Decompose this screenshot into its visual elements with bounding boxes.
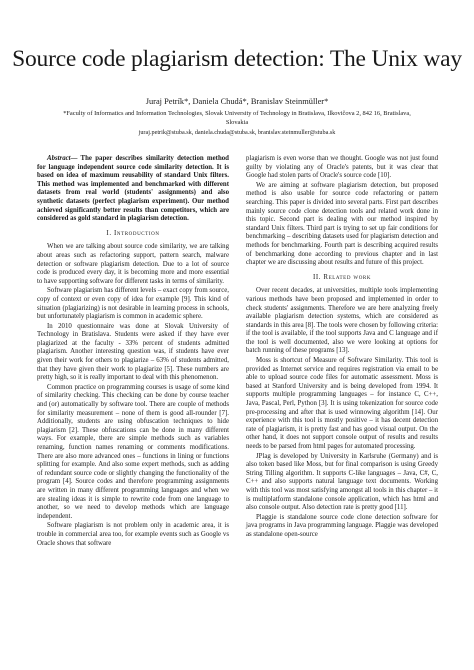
paragraph: Common practice on programming courses is usage of some kind of similarity checking. This checking can be done by course teacher and (or) automatically by software tool. There are couple of methods for similarity measurement – none of them is good all-rounder [7]. Additionally, students are using obfuscation techniques to hide plagiarism [2]. These obfuscations can be done in many different ways. For example, there are simple methods such as variables renaming, function names renaming or comments modifications. There are also more advanced ones – functions in lining or functions splitting for example. And also some expert methods, such as adding of redundant source code or slightly changing the functionality of the program [4]. Source codes and therefore programming assignments are written in many different programming languages and when we are stealing ideas it is simple to rewrite code from one language to another, so we need to develop methods which are language independent. xyxy=(37,383,229,520)
author-list: Juraj Petrík*, Daniela Chudá*, Branislav Steinmüller* xyxy=(145,97,329,106)
paragraph: Moss is shortcut of Measure of Software Similarity. This tool is provided as Internet service and requires registration via email to be able to upload source code files for automatic assessment. Moss is based at Stanford University and is being developed from 1994. It supports multiple programming languages – for instance C, C++, Java, Pascal, Perl, Python [3]. It is using tokenization for source code pre-processing and after that is used winnowing algorithm [14]. Our experience with this tool is mostly positive – it has decent detection rate of plagiarism, it is pretty fast and has good visual output. On the other hand, it does not support console output of results and results needs to be parsed from html pages for automated processing. xyxy=(246,357,438,450)
paragraph: JPlag is developed by University in Karlsruhe (Germany) and is also token based like Moss, but for final comparison is using Greedy String Tilling algorithm. It supports C-like languages – Java, C#, C, C++ and also supports natural language text documents. Working with this tool was most satisfying amongst all tools in this chapter – it is multiplatform standalone console application, which has html and also console output. Also detection rate is pretty good [11]. xyxy=(246,452,438,512)
section-heading-introduction: I. Introduction xyxy=(106,229,160,237)
left-column xyxy=(37,155,229,548)
paragraph: plagiarism is even worse than we thought. Google was not just found guilty by violating any of Oracle's patents, but it was clear that Google had stolen parts of Oracle's source code [10]. xyxy=(246,155,438,180)
paragraph: Plaggie is standalone source code clone detection software for java programs in Java programming language. Plaggie was developed as standalone open-source xyxy=(246,513,438,538)
section-heading-related-work: II. Related work xyxy=(312,273,372,281)
abstract-text: The paper describes similarity detection method for language independent source code similarity detection. It is based on idea of maximum reusability of standard Unix filters. This method was implemented and benchmarked with different datasets from real world (students' assignments) and also synthetic datasets (perfect plagiarism experiment). Our method achieved significantly better results than competitors, which are considered as gold standard in plagiarism detection. xyxy=(37,155,229,223)
affiliation: *Faculty of Informatics and Information Technologies, Slovak University of Technology in Bratislava, Ilkovičova 2, 842 16, Bratislava, Slovakia xyxy=(63,110,411,126)
paragraph: Over recent decades, at universities, multiple tools implementing various methods have been proposed and implemented in order to check students' assignments. Therefore we are here analyzing freely available plagiarism detection systems, which are considered as standards in this area [8]. The tools were chosen by following criteria: if the tool is available, if the tool supports Java and C language and if the tool is well documented, also we were looking at options for batch running of these programs [13]. xyxy=(246,287,438,355)
right-column xyxy=(246,155,438,540)
paragraph: We are aiming at software plagiarism detection, but proposed method is also usable for source code refactoring or pattern searching. This paper is divided into several parts. First part describes mainly source code clone detection tools and related work done in this topic. Second part is dealing with our method inspired by standard Unix filters. Third part is trying to set up fair conditions for benchmarking – describing datasets used for plagiarism detection and methods for benchmarking. Fourth part is describing acquired results of benchmarking done according to previous chapter and in last chapter we are discussing about results and future of this project. xyxy=(246,181,438,267)
abstract-label: Abstract— xyxy=(47,155,78,162)
paper-title: Source code plagiarism detection: The Unix way xyxy=(12,46,462,72)
abstract xyxy=(37,155,229,224)
paragraph: Software plagiarism has different levels – exact copy from source, copy of context or even copy of idea for example [9]. This kind of situation (plagiarizing) is not desirable in learning process in schools, but unfortunately plagiarism is common in academic sphere. xyxy=(37,287,229,321)
paragraph: In 2010 questionnaire was done at Slovak University of Technology in Bratislava. Students were asked if they have ever plagiarized at the faculty - 33% percent of students admitted plagiarism. Another interesting question was, if students have ever given their work for others to plagiarize – 63% of students admitted, that they have given their work to plagiarize [5]. These numbers are pretty high, so it is really important to deal with this phenomenon. xyxy=(37,322,229,382)
paragraph: When we are talking about source code similarity, we are talking about areas such as refactoring support, pattern search, malware detection or software plagiarism detection. Due to a lot of source code is produced every day, it is becoming more and more essential to have supporting software for different tasks in terms of similarity. xyxy=(37,243,229,285)
author-emails: juraj.petrik@stuba.sk, daniela.chuda@stuba.sk, branislav.steinmuller@stuba.sk xyxy=(138,129,336,136)
paragraph: Software plagiarism is not problem only in academic area, it is trouble in commercial area too, for example events such as Google vs Oracle shows that software xyxy=(37,522,229,547)
